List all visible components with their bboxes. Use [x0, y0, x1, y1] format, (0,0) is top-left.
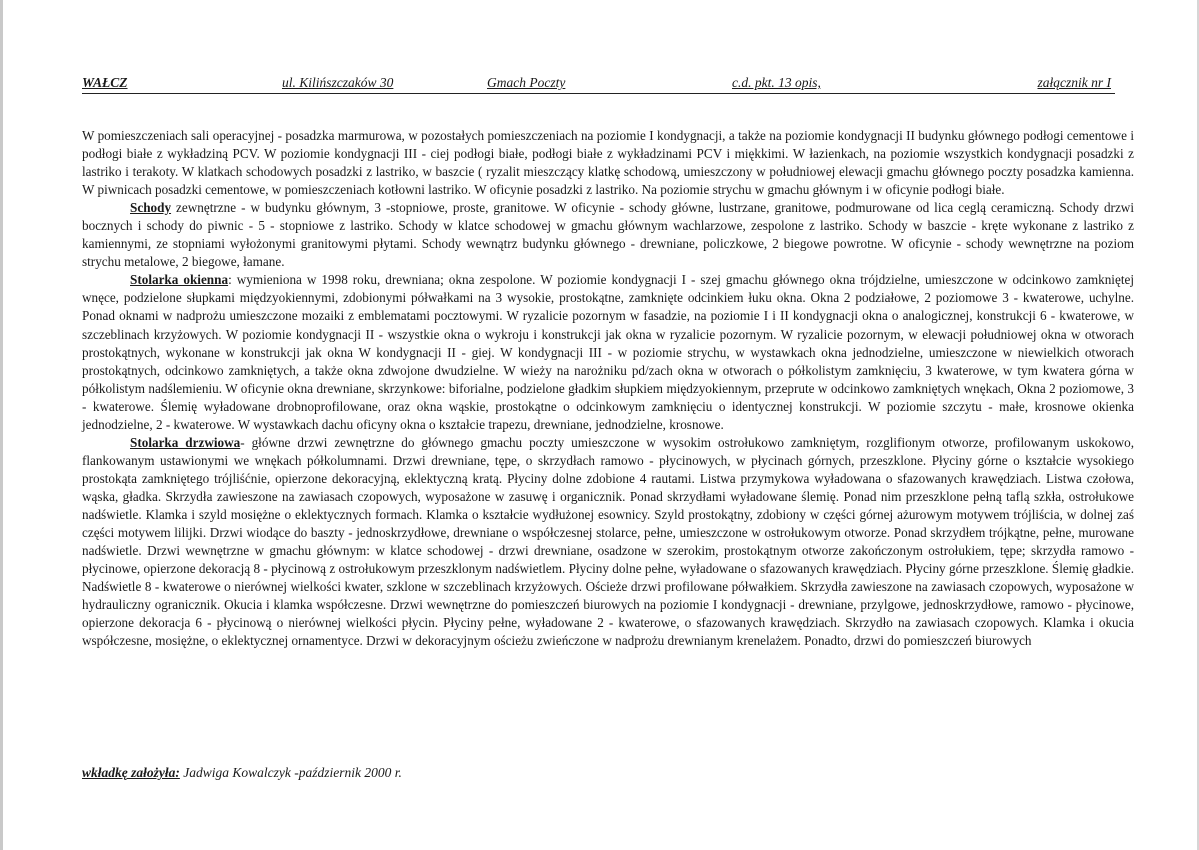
document-header: [82, 75, 1115, 94]
paragraph-floors: W pomieszczeniach sali operacyjnej - posadzka marmurowa, w pozostałych pomieszczeniach na poziomie I kondygnacji, a także na poziomie kondygnacji II budynku głównego podłogi cementowe i podłogi białe z wykładziną PCV. W poziomie kondygnacji III - ciej podłogi białe, podłogi białe z wykładzinami PCV i miękkimi. W łazienkach, na poziomie wszystkich kondygnacji posadzki z lastriko i terakoty. W klatkach schodowych posadzki z lastriko, w baszcie ( ryzalit mieszczący klatkę schodową, umieszczony w południowej elewacji gmachu głównego poczty posadzka kamienna. W piwnicach posadzki cementowe, w pomieszczeniach kotłowni lastriko. W oficynie posadzki z lastriko. Na poziomie strychu w gmachu głównym i w oficynie podłogi białe.: [82, 128, 1134, 198]
paragraph-doors: [82, 434, 1134, 651]
document-footer: [82, 765, 402, 781]
document-body: [82, 127, 1134, 650]
doors-heading: Stolarka drzwiowa: [130, 434, 241, 450]
header-building: Gmach Poczty: [487, 75, 566, 90]
stairs-text: zewnętrzne - w budynku głównym, 3 -stopniowe, proste, granitowe. W oficynie - schody główne, lustrzane, granitowe, podmurowane od lica ceglą ceramiczną. Schody drzwi bocznych i schody do piwnic - 5 - stopniowe z lastriko. Schody w klatce schodowej w gmachu głównym wachlarzowe, zespolone z lastriko. Schody w baszcie - kręte wykonane z lastriko z kamiennymi, ze stopniami wyłożonymi granitowymi płytami. Schody wewnątrz budynku głównego - drewniane, policzkowe, 2 biegowe powrotne. W oficynie - schody wewnętrzne na poziom strychu metalowe, 2 biegowe, łamane.: [82, 200, 1134, 270]
header-city: WAŁCZ: [82, 75, 128, 90]
scan-edge-left: [0, 0, 3, 850]
doors-text: - główne drzwi zewnętrzne do głównego gmachu poczty umieszczone w wysokim ostrołukowo zamkniętym, rozglifionym otworze, profilowanym uskokowo, flankowanym ustawionymi we wnękach półkolumnami. Drzwi drewniane, tępe, o skrzydłach ramowo - płycinowych, w płycinach górnych, przeszklone. Płyciny górne o kształcie wysokiego prostokąta zamkniętego trójliśćnie, opierzone dekoracyjną, eklektyczną kratą. Płyciny dolne zdobione 4 rautami. Listwa przymykowa wyładowana o sfazowanych krawędziach. Listwa czołowa, wąska, gładka. Skrzydła zawieszone na zawiasach czopowych, wyposażone w zasuwę i organicznik. Ponad skrzydłami wyładowane ślemię. Ponad nim przeszklone pełną taflą szkła, ostrołukowe nadświetle. Klamka i szyld mosiężne o eklektycznych formach. Klamka o kształcie wydłużonej esownicy. Szyld prostokątny, zdobiony w części górnej ażurowym motywem trójliścia, w dolnej zaś części motywem lilijki. Drzwi wiodące do baszty - jednoskrzydłowe, drewniane o współczesnej stolarce, pełne, umieszczone w ostrołukowym otworze. Ponad skrzydłem trójkątne, pełne, murowane nadświetle. Drzwi wewnętrzne w gmachu głównym: w klatce schodowej - drzwi drewniane, osadzone w szerokim, prostokątnym otworze zakończonym ostrołukiem, tępe; skrzydła ramowo - płycinowe, opierzone dekoracją 8 - płycinową z ostrołukowym przeszklonym nadświetlem. Płyciny dolne pełne, wyładowane o sfazowanych krawędziach. Płyciny górne przeszklone. Ślemię gładkie. Nadświetle 8 - kwaterowe o nierównej wielkości kwater, szklone w szczeblinach krzyżowych. Ościeże drzwi profilowane półwałkiem. Skrzydła zawieszone na zawiasach czopowych, wyposażone w hydrauliczny ogranicznik. Okucia i klamka współczesne. Drzwi wewnętrzne do pomieszczeń biurowych na poziomie I kondygnacji - drewniane, przylgowe, jednoskrzydłowe, ramowo - płycinowe, opierzone dekoracja 6 - płycinową o nierównej wielkości płycin. Płyciny pełne, wyładowane 2 - kwaterowe, o sfazowanych krawędziach. Skrzydło na zawiasach czopowych. Klamka i okucia współczesne, mosiężne, o eklektycznej ornamentyce. Drzwi w dekoracyjnym ościeżu zwieńczone w nadprożu drewnianym krenelażem. Ponadto, drzwi do pomieszczeń biurowych: [82, 434, 1134, 649]
windows-heading: Stolarka okienna: [130, 272, 229, 288]
paragraph-windows: [82, 271, 1134, 433]
footer-label: wkładkę założyła:: [82, 765, 180, 780]
paragraph-stairs: [82, 199, 1134, 271]
stairs-heading: Schody: [130, 200, 172, 216]
header-reference: c.d. pkt. 13 opis,: [732, 75, 821, 90]
footer-author: Jadwiga Kowalczyk -październik 2000 r.: [179, 765, 402, 780]
windows-text: : wymieniona w 1998 roku, drewniana; okna zespolone. W poziomie kondygnacji I - szej gmachu głównego okna trójdzielne, umieszczone w odcinkowo zamkniętej wnęce, podzielone słupkami międzyokiennymi, zdobionymi półwałkami na 3 wysokie, prostokątne, zamknięte odcinkiem łuku okna. Okna 2 podziałowe, 2 poziomowe 3 - kwaterowe, uchylne. Ponad oknami w nadprożu umieszczone mozaiki z emblematami pocztowymi. W ryzalicie pozornym w fasadzie, na poziomie I i II kondygnacji okna o analogicznej, konstrukcji 6 - kwaterowe, w szczeblinach krzyżowych. W poziomie kondygnacji II - wszystkie okna o wykroju i konstrukcji jak okna w ryzalicie pozornym. W ryzalicie pozornym, w elewacji południowej okna w otworach prostokątnych, wykonane w konstrukcji jak okna W kondygnacji II - giej. W kondygnacji III - w poziomie strychu, w wystawkach okna jednodzielne, umieszczone w niewielkich otworach prostokątnych, odcinkowo zamkniętych, a także okna zdwojone dwudzielne. W wieży na narożniku pd/zach okna w otworach o półkolistym zamknięciu, 3 kwaterowe, w tym kwatera górna w półkolistym nadślemieniu. W oficynie okna drewniane, skrzynkowe: biforialne, podzielone gładkim słupkiem międzyokiennym, przeprute w odcinkowo zamkniętych wnękach, Okna 2 poziomowe, 3 - kwaterowe. Ślemię wyładowane drobnoprofilowane, oraz okna wąskie, prostokątne o odcinkowym zamknięciu o identycznej konstrukcji. W poziomie szczytu - małe, krosnowe okienka jednodzielne, 2 - kwaterowe. W wystawkach dachu oficyny okna o kształcie trapezu, drewniane, jednodzielne, krosnowe.: [82, 272, 1134, 432]
header-attachment: załącznik nr I: [1037, 75, 1111, 90]
header-street: ul. Kilińszczaków 30: [282, 75, 394, 90]
